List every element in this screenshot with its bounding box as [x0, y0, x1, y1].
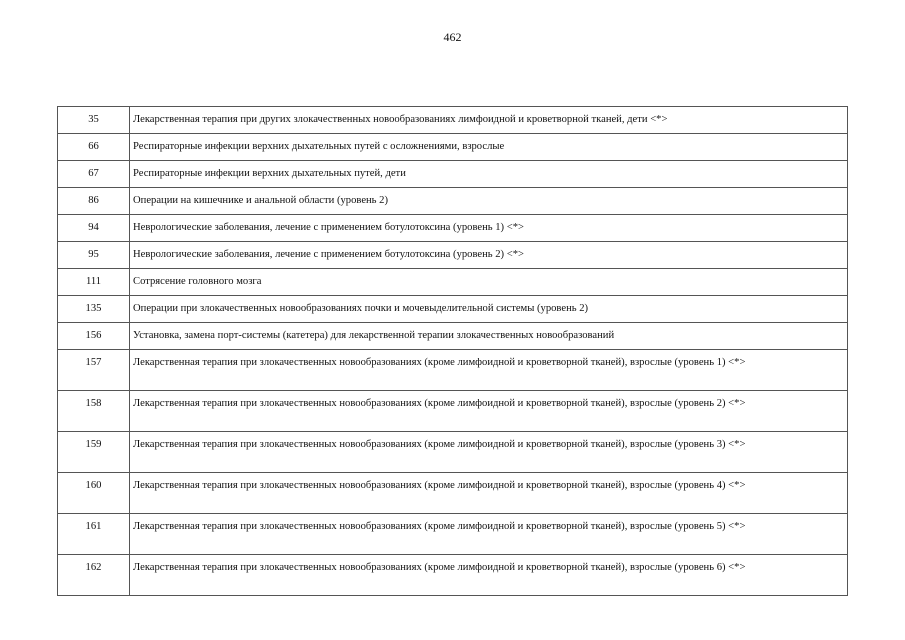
- row-code: 94: [58, 215, 130, 242]
- table-row: [58, 215, 848, 242]
- row-description: Операции на кишечнике и анальной области (уровень 2): [130, 188, 848, 215]
- row-code: 160: [58, 473, 130, 514]
- table-row: [58, 323, 848, 350]
- table-row: [58, 242, 848, 269]
- row-description: Установка, замена порт-системы (катетера) для лекарственной терапии злокачественных новообразований: [130, 323, 848, 350]
- row-description: Респираторные инфекции верхних дыхательных путей, дети: [130, 161, 848, 188]
- row-description: Лекарственная терапия при злокачественных новообразованиях (кроме лимфоидной и кроветворной тканей), взрослые (уровень 4) <*>: [130, 473, 848, 514]
- row-description: Лекарственная терапия при злокачественных новообразованиях (кроме лимфоидной и кроветворной тканей), взрослые (уровень 2) <*>: [130, 391, 848, 432]
- table-row: [58, 350, 848, 391]
- row-description: Лекарственная терапия при злокачественных новообразованиях (кроме лимфоидной и кроветворной тканей), взрослые (уровень 1) <*>: [130, 350, 848, 391]
- row-description: Сотрясение головного мозга: [130, 269, 848, 296]
- row-description: Лекарственная терапия при других злокачественных новообразованиях лимфоидной и кроветворной тканей, дети <*>: [130, 107, 848, 134]
- table-row: [58, 107, 848, 134]
- row-code: 111: [58, 269, 130, 296]
- row-code: 86: [58, 188, 130, 215]
- table-row: [58, 134, 848, 161]
- table-row: [58, 555, 848, 596]
- table-row: [58, 269, 848, 296]
- row-description: Респираторные инфекции верхних дыхательных путей с осложнениями, взрослые: [130, 134, 848, 161]
- row-code: 158: [58, 391, 130, 432]
- row-description: Операции при злокачественных новообразованиях почки и мочевыделительной системы (уровень 2): [130, 296, 848, 323]
- row-code: 161: [58, 514, 130, 555]
- row-code: 67: [58, 161, 130, 188]
- row-description: Неврологические заболевания, лечение с применением ботулотоксина (уровень 1) <*>: [130, 215, 848, 242]
- row-description: Лекарственная терапия при злокачественных новообразованиях (кроме лимфоидной и кроветворной тканей), взрослые (уровень 3) <*>: [130, 432, 848, 473]
- table-row: [58, 432, 848, 473]
- table-row: [58, 514, 848, 555]
- table-row: [58, 161, 848, 188]
- row-description: Неврологические заболевания, лечение с применением ботулотоксина (уровень 2) <*>: [130, 242, 848, 269]
- row-description: Лекарственная терапия при злокачественных новообразованиях (кроме лимфоидной и кроветворной тканей), взрослые (уровень 5) <*>: [130, 514, 848, 555]
- table-row: [58, 296, 848, 323]
- ksg-table: [57, 106, 848, 596]
- table-row: [58, 391, 848, 432]
- row-code: 95: [58, 242, 130, 269]
- row-code: 162: [58, 555, 130, 596]
- row-code: 135: [58, 296, 130, 323]
- page-number: 462: [443, 30, 462, 44]
- row-description: Лекарственная терапия при злокачественных новообразованиях (кроме лимфоидной и кроветворной тканей), взрослые (уровень 6) <*>: [130, 555, 848, 596]
- row-code: 156: [58, 323, 130, 350]
- row-code: 157: [58, 350, 130, 391]
- table-row: [58, 473, 848, 514]
- row-code: 66: [58, 134, 130, 161]
- row-code: 159: [58, 432, 130, 473]
- row-code: 35: [58, 107, 130, 134]
- table-row: [58, 188, 848, 215]
